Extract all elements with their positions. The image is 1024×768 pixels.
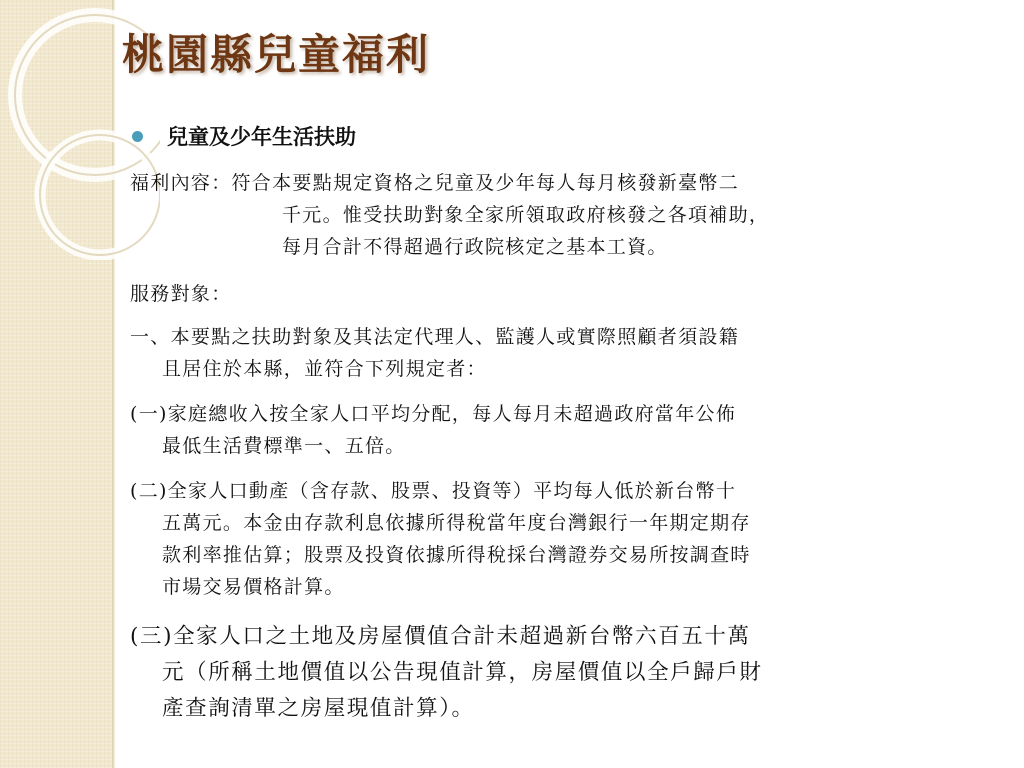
- bullet-heading-text: 兒童及少年生活扶助: [167, 124, 356, 149]
- slide-title: 桃園縣兒童福利: [122, 30, 431, 79]
- service-target-label: 服務對象：: [130, 283, 232, 305]
- item-1-line-2: 最低生活費標準一、五倍。: [162, 435, 406, 457]
- item-1-line-1: (一)家庭總收入按全家人口平均分配，每人每月未超過政府當年公佈: [130, 403, 737, 425]
- item-2-line-4: 市場交易價格計算。: [162, 576, 345, 598]
- welfare-content-line-1: 福利內容：符合本要點規定資格之兒童及少年每人每月核發新臺幣二: [130, 172, 740, 194]
- bullet-heading: [132, 121, 356, 151]
- item-3-line-1: (三)全家人口之土地及房屋價值合計未超過新台幣六百五十萬: [130, 624, 751, 649]
- item-3-line-3: 產查詢清單之房屋現值計算）。: [162, 696, 475, 721]
- rule-1-line-2: 且居住於本縣，並符合下列規定者：: [162, 358, 487, 380]
- rule-1-line-1: 一、本要點之扶助對象及其法定代理人、監護人或實際照顧者須設籍: [130, 326, 740, 348]
- item-2-line-1: (二)全家人口動產（含存款、股票、投資等）平均每人低於新台幣十: [130, 480, 737, 502]
- item-3-line-2: 元（所稱土地價值以公告現值計算，房屋價值以全戶歸戶財: [162, 660, 763, 685]
- bullet-dot-icon: [132, 131, 143, 142]
- welfare-content-line-3: 每月合計不得超過行政院核定之基本工資。: [282, 236, 668, 258]
- item-2-line-2: 五萬元。本金由存款利息依據所得稅當年度台灣銀行一年期定期存: [162, 512, 751, 534]
- welfare-content-line-2: 千元。惟受扶助對象全家所領取政府核發之各項補助，: [282, 204, 770, 226]
- item-2-line-3: 款利率推估算；股票及投資依據所得稅採台灣證券交易所按調查時: [162, 544, 751, 566]
